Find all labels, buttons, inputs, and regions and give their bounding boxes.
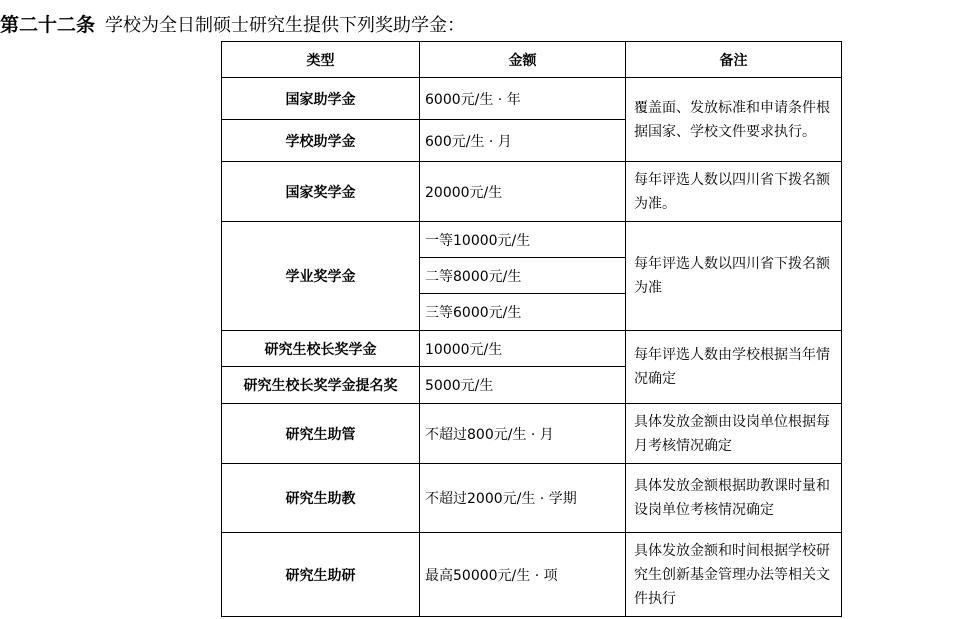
note-cell: 具体发放金额和时间根据学校研究生创新基金管理办法等相关文件执行 [626,533,842,617]
amount-cell: 不超过800元/生 · 月 [420,404,626,464]
amount-cell: 不超过2000元/生 · 学期 [420,464,626,533]
type-cell: 研究生校长奖学金提名奖 [222,367,420,404]
header-note: 备注 [626,42,842,78]
note-cell: 具体发放金额根据助教课时量和设岗单位考核情况确定 [626,464,842,533]
type-cell: 学校助学金 [222,120,420,162]
type-cell: 学业奖学金 [222,222,420,331]
type-cell: 国家奖学金 [222,162,420,222]
note-cell: 每年评选人数以四川省下拨名额为准 [626,222,842,331]
table-row [222,404,842,464]
table-row [222,331,842,367]
amount-cell: 20000元/生 [420,162,626,222]
table-row [222,533,842,617]
scholarship-table [221,41,842,617]
table-row [222,78,842,120]
note-cell: 每年评选人数由学校根据当年情况确定 [626,331,842,404]
type-cell: 研究生助管 [222,404,420,464]
amount-cell: 最高50000元/生 · 项 [420,533,626,617]
amount-cell: 三等6000元/生 [420,294,626,331]
type-cell: 研究生助教 [222,464,420,533]
article-heading [0,10,465,40]
article-text: 学校为全日制硕士研究生提供下列奖助学金： [105,15,466,36]
amount-cell: 5000元/生 [420,367,626,404]
table-row [222,464,842,533]
amount-cell: 10000元/生 [420,331,626,367]
table-row [222,162,842,222]
note-cell: 覆盖面、发放标准和申请条件根据国家、学校文件要求执行。 [626,78,842,162]
type-cell: 研究生助研 [222,533,420,617]
note-cell: 每年评选人数以四川省下拨名额为准。 [626,162,842,222]
amount-cell: 600元/生 · 月 [420,120,626,162]
type-cell: 国家助学金 [222,78,420,120]
header-type: 类型 [222,42,420,78]
type-cell: 研究生校长奖学金 [222,331,420,367]
header-amount: 金额 [420,42,626,78]
amount-cell: 6000元/生 · 年 [420,78,626,120]
amount-cell: 一等10000元/生 [420,222,626,258]
amount-cell: 二等8000元/生 [420,258,626,294]
header-row [222,42,842,78]
note-cell: 具体发放金额由设岗单位根据每月考核情况确定 [626,404,842,464]
article-number: 第二十二条 [0,14,96,36]
table-row [222,222,842,258]
